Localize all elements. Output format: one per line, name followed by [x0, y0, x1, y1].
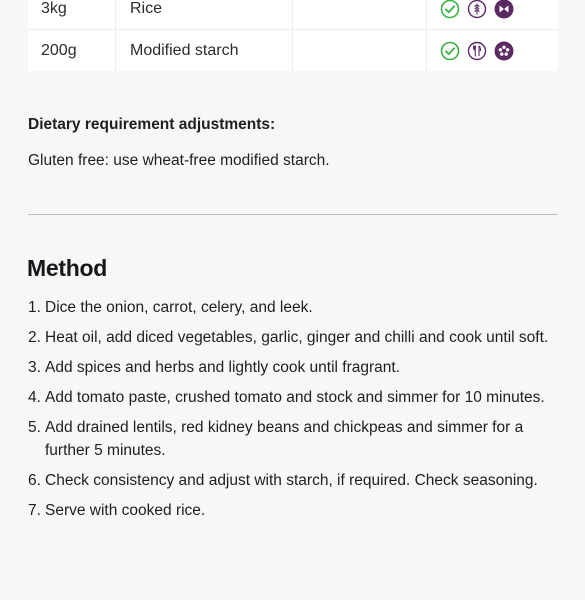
dietary-text: Gluten free: use wheat-free modified starch. [28, 152, 330, 169]
dietary-heading: Dietary requirement adjustments: [28, 116, 276, 133]
method-step [28, 386, 558, 409]
step-text: Dice the onion, carrot, celery, and leek. [45, 299, 313, 316]
step-text: Serve with cooked rice. [45, 502, 206, 519]
bowtie-icon [494, 0, 514, 19]
method-step [28, 469, 558, 492]
ingredient-note [293, 0, 427, 29]
ingredient-name: Rice [116, 0, 293, 29]
step-text: Heat oil, add diced vegetables, garlic, ginger and chilli and cook until soft. [45, 329, 549, 346]
ingredient-quantity: 3kg [28, 0, 116, 29]
method-steps [28, 296, 558, 529]
table-row [28, 0, 558, 30]
method-heading: Method [27, 255, 107, 281]
step-number: 3. [28, 359, 41, 376]
step-number: 2. [28, 329, 41, 346]
ingredients-table [28, 0, 558, 71]
ingredient-icons [427, 30, 558, 71]
check-circle-icon [440, 41, 460, 61]
step-text: Check consistency and adjust with starch, if required. Check seasoning. [45, 472, 538, 489]
ingredient-name: Modified starch [116, 30, 293, 71]
step-number: 1. [28, 299, 41, 316]
ingredient-note [293, 30, 427, 71]
ingredient-icons [427, 0, 558, 29]
ingredient-quantity: 200g [28, 30, 116, 71]
cutlery-icon [467, 41, 487, 61]
method-step [28, 326, 558, 349]
step-number: 4. [28, 389, 41, 406]
check-circle-icon [440, 0, 460, 19]
step-number: 7. [28, 502, 41, 519]
table-row [28, 30, 558, 71]
step-text: Add drained lentils, red kidney beans and chickpeas and simmer for a further 5 minutes. [45, 419, 524, 459]
step-number: 5. [28, 419, 41, 436]
flower-icon [494, 41, 514, 61]
step-text: Add tomato paste, crushed tomato and stock and simmer for 10 minutes. [45, 389, 545, 406]
method-step [28, 356, 558, 379]
method-step [28, 499, 558, 522]
step-text: Add spices and herbs and lightly cook until fragrant. [45, 359, 400, 376]
section-divider [28, 214, 558, 215]
method-step [28, 416, 558, 462]
method-step [28, 296, 558, 319]
step-number: 6. [28, 472, 41, 489]
wheat-icon [467, 0, 487, 19]
